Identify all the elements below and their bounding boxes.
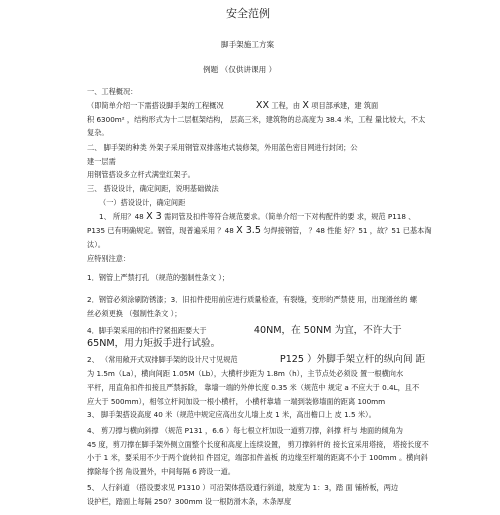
section-2-heading: 二、 脚手架的种类 外架子采用钢管双排落地式装修架，外用蓝色密目网进行封闭；公 [87, 143, 358, 152]
text-line: 丝必须更换 （强制性条文 ）； [87, 309, 182, 318]
example-note: 例题 （仅供讲课用 ） [203, 65, 277, 74]
section-1-heading: 一、工程概况： [87, 87, 138, 96]
text-line: 4．脚手架采用的扣件拧紧扭距要大于 40NM，在 50NM 为宜，不许大于 [87, 325, 402, 336]
text-line: 65NM，用力矩扳手进行试验。 [87, 338, 221, 349]
subsection-heading: （一）搭设设计，确定间距 [99, 198, 186, 207]
text-line: 3、 脚手架搭设高度 40 米（规范中规定应高出女儿墙上皮 1 米，高出檐口上 皮 1.5 米）。 [87, 410, 376, 419]
text-line: 2、 （常用敞开式双排脚手架的设计尺寸见规范 P125 ）外脚手架立杆的纵向间 距 [87, 354, 426, 365]
text-line: P135 已有明确规定。钢管，现普遍采用 ？48 X 3.5 匀焊接钢管， ？48 性能 好？51 ，故？51 已基本淘 [87, 225, 432, 236]
text-line: 5、 人行斜道 （搭设要求见 P1310 ）可沿架体搭设通行斜道，坡度为 1：3，踏 面 铺桥板，两边 [87, 483, 399, 492]
text-line: 撑除每个拐 角设置外，中间每隔 6 跨设一道。 [87, 467, 235, 476]
text-line: 1、 所用？48 X 3 需同管及扣件等符合规范要求。（简单介绍一下对构配件的要 求，规范 P118 、 [99, 211, 416, 222]
text-line: 汰）。 [87, 240, 105, 249]
text-line: 应特别注意： [87, 254, 131, 263]
text-line: 45 度，剪刀撑在脚手架外侧立面整个长度和高度上连续设置， 剪刀撑斜杆的 接长宜采用塔接， 塔接长度不 [87, 440, 429, 449]
doc-subtitle: 脚手架施工方案 [221, 40, 275, 49]
text-line: 应大于 500mm），相邻立杆间加设一根小横杆， 小横杆靠墙 一端到装修墙面的距离 100mm [87, 397, 386, 406]
doc-title: 安全范例 [226, 7, 270, 20]
text-line: 复杂。 [87, 128, 109, 137]
text-line: 2．钢管必须涂刷防锈漆；3．旧扣件使用前应进行质量检查，有裂缝，变形的严禁使 用，出现滑丝的 螺 [87, 295, 417, 304]
text-line: 建一层需 [87, 157, 116, 166]
text-line: 为 1.5m（La），横向间距 1.05M（Lb），大横杆步距为 1.8m（h），主节点处必须设 置一根横向水 [87, 369, 404, 378]
text-line: 4、 剪刀撑与横向斜撑 （规范 P131 ，6.6 ）每七根立杆加设一道剪刀撑，斜撑 杆与 地面的倾角为 [87, 426, 403, 435]
text-line: 积 6300m² ，结构形式为十二层框架结构， 层高三米，建筑物的总高度为 38.4 米，工程 量比较大，不太 [87, 115, 426, 124]
text-line: 用钢管搭设多立杆式满堂红架子。 [87, 170, 195, 179]
text-line: 平杆，用直角扣件扣接且严禁拆除， 靠墙一端的外伸长度 0.35 米（规范中 规定 a 不应大于 0.4L，且不 [87, 383, 420, 392]
text-line: （即简单介绍一下需搭设脚手架的工程概况 XX 工程，由 X 项目部承建，建 筑面 [87, 100, 379, 111]
text-line: 1．钢管上严禁打孔 （规范的强制性条文 ）； [87, 273, 230, 282]
text-line: 小于 1 米，要采用不少于两个旋转扣 件固定，端部扣件盖板 的边缘至杆端的距离不小于 100mm 。横向斜 [87, 453, 428, 462]
text-line: 设护栏，踏面上每隔 250？300mm 设一根防滑木条，木条厚度 [87, 497, 292, 506]
section-3-heading: 三、 搭设设计，确定间距，说明基础做法 [87, 184, 219, 193]
